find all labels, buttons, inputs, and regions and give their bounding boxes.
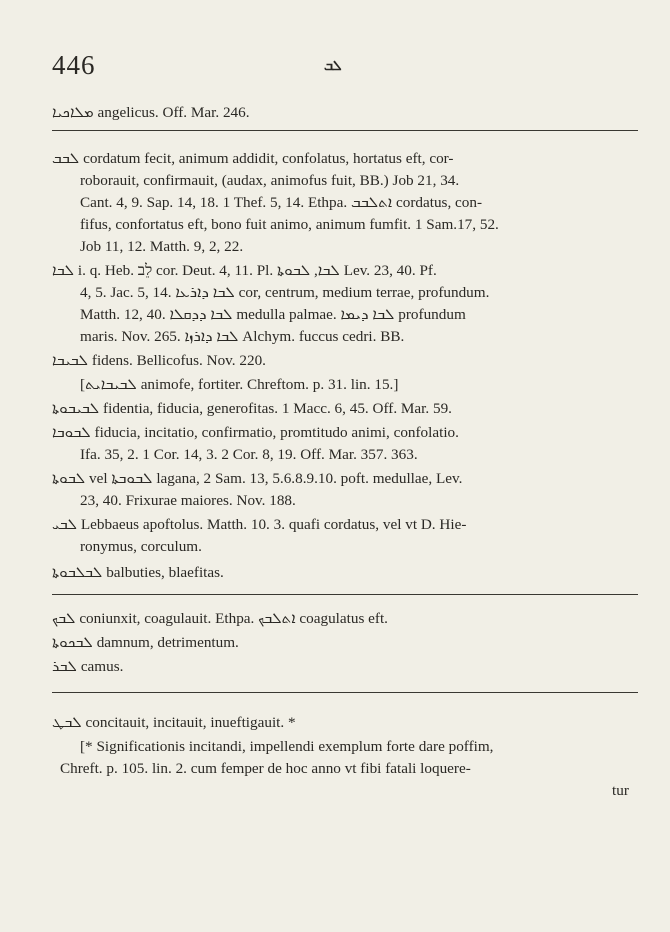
text-line: ܠܒܐ i. q. Heb. לֵב cor. Deut. 4, 11. Pl. ܠܒܐ, ܠܒܘܬܐ Lev. 23, 40. Pf. xyxy=(52,262,437,279)
text-line: roborauit, confirmauit, (audax, animofus fuit, BB.) Job 21, 34. xyxy=(80,172,460,189)
text-line: Ifa. 35, 2. 1 Cor. 14, 3. 2 Cor. 8, 19. Off. Mar. 357. 363. xyxy=(80,446,418,463)
text-line: [ܠܒܝܒܐܝܬ animofe, fortiter. Chreftom. p. 31. lin. 15.] xyxy=(80,376,399,393)
text-line: ܠܒܘܬܐ vel ܠܒܘܒܬܐ lagana, 2 Sam. 13, 5.6.8.9.10. poft. medullae, Lev. xyxy=(52,470,463,487)
text-line: ܠܒܠܒܘܬܐ balbuties, blaefitas. xyxy=(52,564,224,581)
text-line: ܠܒܘܒܐ fiducia, incitatio, confirmatio, promtitudo animi, confolatio. xyxy=(52,424,459,441)
text-line: ܡܠܐܟܝܐ angelicus. Off. Mar. 246. xyxy=(52,104,250,121)
page-number: 446 xyxy=(52,50,96,80)
running-head: ܠܒ xyxy=(324,58,342,74)
text-line: Matth. 12, 40. ܠܒܐ ܕܕܩܠܐ medulla palmae. ܠܒܐ ܕܝܡܐ profundum xyxy=(80,306,466,323)
text-line: ronymus, corculum. xyxy=(80,538,202,555)
text-line: Job 11, 12. Matth. 9, 2, 22. xyxy=(80,238,244,255)
text-line: 23, 40. Frixurae maiores. Nov. 188. xyxy=(80,492,296,509)
text-line: ܠܒܝܒܘܬܐ fidentia, fiducia, generofitas. 1 Macc. 6, 45. Off. Mar. 59. xyxy=(52,400,452,417)
text-line: ܠܒܒ cordatum fecit, animum addidit, confolatus, hortatus eft, cor- xyxy=(52,150,454,167)
text-line: ܠܒܝܒܐ fidens. Bellicofus. Nov. 220. xyxy=(52,352,266,369)
text-line: ܠܒܪ camus. xyxy=(52,658,124,675)
text-line: maris. Nov. 265. ܠܒܐ ܕܐܪܙܐ Alchym. fuccus cedri. BB. xyxy=(80,328,405,345)
text-line: ܠܒܟܘܬܐ damnum, detrimentum. xyxy=(52,634,239,651)
text-line: 4, 5. Jac. 5, 14. ܠܒܐ ܕܐܪܥܐ cor, centrum, medium terrae, profundum. xyxy=(80,284,490,301)
text-line: Chreft. p. 105. lin. 2. cum femper de hoc anno vt fibi fatali loquere- xyxy=(60,760,471,777)
text-line: [* Significationis incitandi, impellendi exemplum forte dare poffim, xyxy=(80,738,494,755)
text-line: ܠܒܝ Lebbaeus apoftolus. Matth. 10. 3. quafi cordatus, vel vt D. Hie- xyxy=(52,516,467,533)
text-line: fifus, confortatus eft, bono fuit animo, animum fumfit. 1 Sam.17, 52. xyxy=(80,216,499,233)
text-line: Cant. 4, 9. Sap. 14, 18. 1 Thef. 5, 14. Ethpa. ܐܬܠܒܒ cordatus, con- xyxy=(80,194,483,211)
text-line: tur xyxy=(612,782,629,799)
text-line: ܠܒܛ concitauit, incitauit, inueftigauit. * xyxy=(52,714,296,731)
text-line: ܠܒܟ coniunxit, coagulauit. Ethpa. ܐܬܠܒܟ coagulatus eft. xyxy=(52,610,388,627)
